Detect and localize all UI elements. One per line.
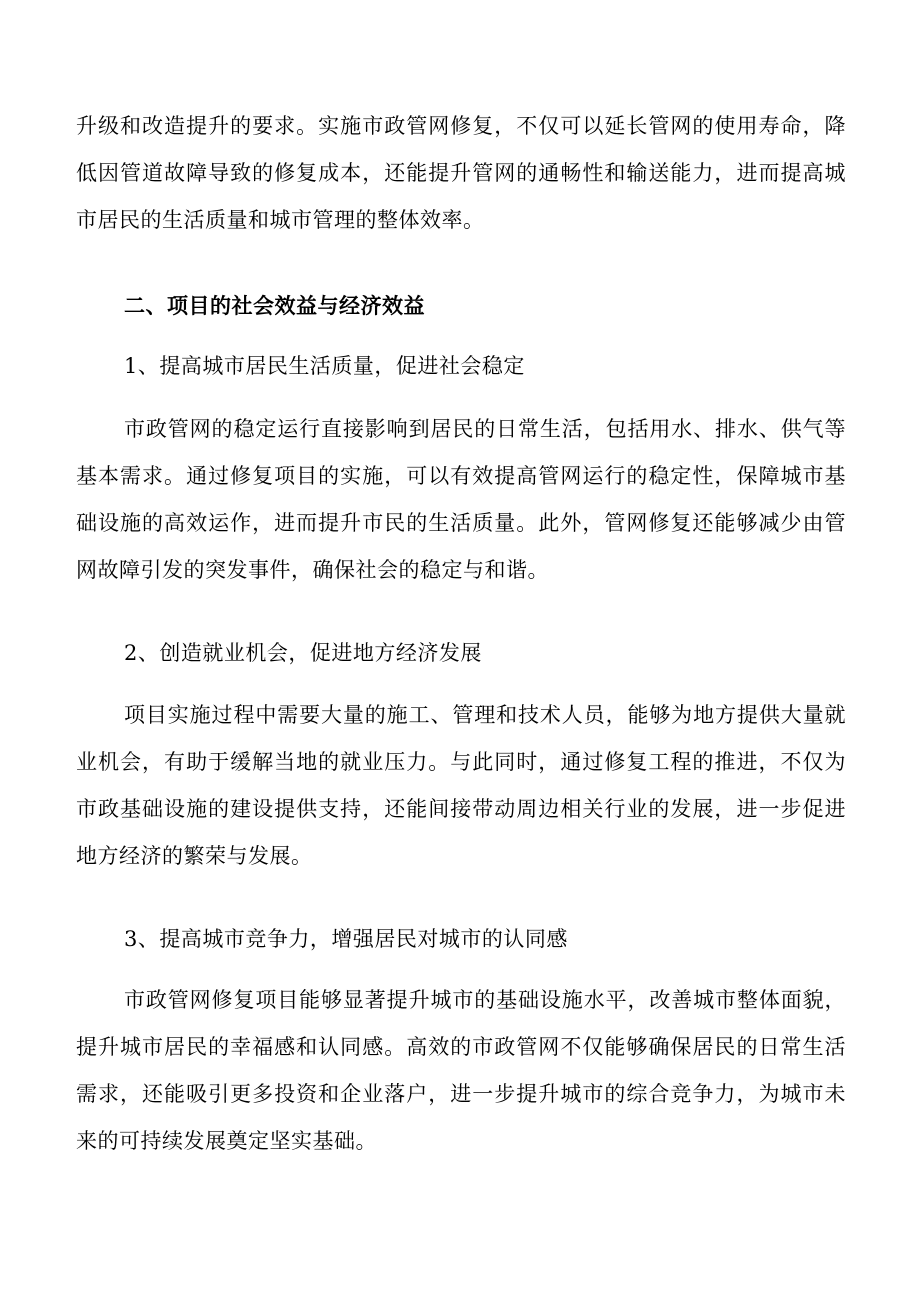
intro-paragraph: 升级和改造提升的要求。实施市政管网修复，不仅可以延长管网的使用寿命，降低因管道故障导致的修复成本，还能提升管网的通畅性和输送能力，进而提高城市居民的生活质量和城市管理的整体效率。 bbox=[76, 114, 846, 232]
subsection-3-title: 3、提高城市竞争力，增强居民对城市的认同感 bbox=[124, 927, 568, 951]
section-heading: 二、项目的社会效益与经济效益 bbox=[124, 293, 425, 318]
subsection-1-title: 1、提高城市居民生活质量，促进社会稳定 bbox=[124, 354, 525, 378]
subsection-3-body: 市政管网修复项目能够显著提升城市的基础设施水平，改善城市整体面貌，提升城市居民的幸福感和认同感。高效的市政管网不仅能够确保居民的日常生活需求，还能吸引更多投资和企业落户，进一步提升城市的综合竞争力，为城市未来的可持续发展奠定坚实基础。 bbox=[76, 988, 846, 1153]
subsection-2-title: 2、创造就业机会，促进地方经济发展 bbox=[124, 641, 482, 665]
subsection-1-body: 市政管网的稳定运行直接影响到居民的日常生活，包括用水、排水、供气等基本需求。通过修复项目的实施，可以有效提高管网运行的稳定性，保障城市基础设施的高效运作，进而提升市民的生活质量。此外，管网修复还能够减少由管网故障引发的突发事件，确保社会的稳定与和谐。 bbox=[76, 417, 846, 582]
subsection-2-body: 项目实施过程中需要大量的施工、管理和技术人员，能够为地方提供大量就业机会，有助于缓解当地的就业压力。与此同时，通过修复工程的推进，不仅为市政基础设施的建设提供支持，还能间接带动周边相关行业的发展，进一步促进地方经济的繁荣与发展。 bbox=[76, 703, 846, 868]
